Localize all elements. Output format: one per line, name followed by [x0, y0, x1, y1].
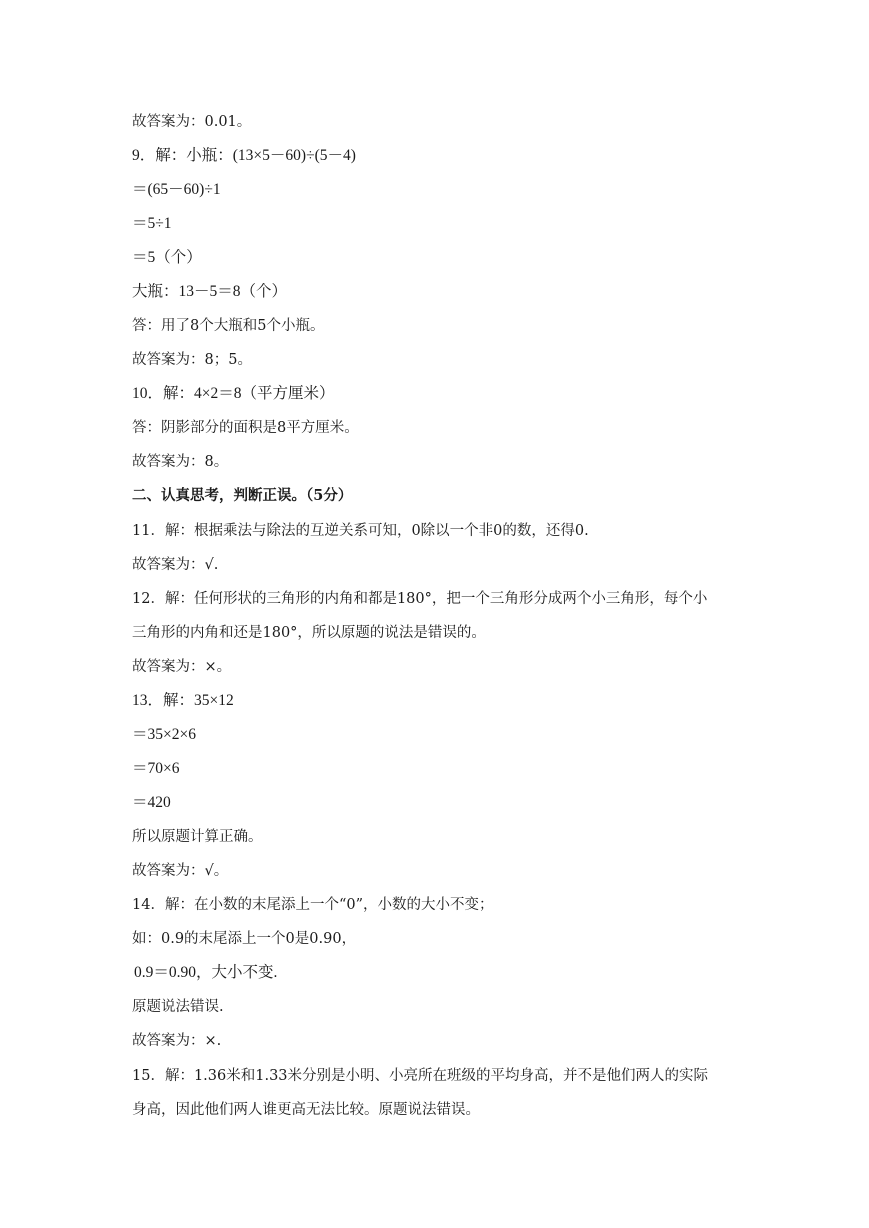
solution-13-step-2: ＝70×6	[132, 760, 180, 777]
answer-line-11: 故答案为：√.	[132, 557, 219, 573]
solution-14-line-1: 14．解：在小数的末尾添上一个“0”，小数的大小不变；	[132, 897, 494, 913]
solution-9-conclusion: 答：用了8个大瓶和5个小瓶。	[132, 318, 325, 334]
solution-12-line-1: 12．解：任何形状的三角形的内角和都是180°，把一个三角形分成两个小三角形，每个小	[132, 591, 708, 607]
answer-line-9: 故答案为：8；5。	[132, 352, 252, 368]
solution-9-step-3: ＝5（个）	[132, 249, 202, 266]
solution-12-line-2: 三角形的内角和还是180°，所以原题的说法是错误的。	[132, 625, 486, 641]
answer-line-10: 故答案为：8。	[132, 454, 229, 470]
answer-line-14: 故答案为：×.	[132, 1033, 222, 1049]
solution-14-line-3: 0.9＝0.90，大小不变.	[134, 964, 278, 981]
answer-line-13: 故答案为：√。	[132, 863, 229, 879]
solution-15-line-2: 身高，因此他们两人谁更高无法比较。原题说法错误。	[132, 1102, 480, 1118]
solution-9-step-2: ＝5÷1	[132, 215, 172, 232]
solution-10-header: 10．解：4×2＝8（平方厘米）	[132, 385, 335, 402]
solution-11: 11．解：根据乘法与除法的互逆关系可知，0除以一个非0的数，还得0.	[132, 523, 589, 539]
section-heading-2: 二、认真思考，判断正误。（5分）	[132, 487, 353, 504]
solution-13-step-3: ＝420	[132, 794, 171, 811]
solution-14-conclusion: 原题说法错误.	[132, 999, 224, 1015]
solution-9-step-1: ＝(65－60)÷1	[132, 181, 221, 198]
answer-line-8: 故答案为：0.01。	[132, 114, 252, 130]
answer-line-12: 故答案为：×。	[132, 659, 232, 675]
solution-13-header: 13．解：35×12	[132, 692, 234, 709]
solution-9-header: 9．解：小瓶：(13×5－60)÷(5－4)	[132, 147, 356, 164]
solution-10-conclusion: 答：阴影部分的面积是8平方厘米。	[132, 420, 359, 436]
solution-13-step-1: ＝35×2×6	[132, 726, 196, 743]
solution-14-line-2: 如：0.9的末尾添上一个0是0.90，	[132, 931, 357, 947]
solution-13-conclusion: 所以原题计算正确。	[132, 829, 263, 845]
solution-9-big-bottle: 大瓶：13－5＝8（个）	[132, 283, 288, 300]
solution-15-line-1: 15．解：1.36米和1.33米分别是小明、小亮所在班级的平均身高，并不是他们两人的实际	[132, 1068, 709, 1084]
